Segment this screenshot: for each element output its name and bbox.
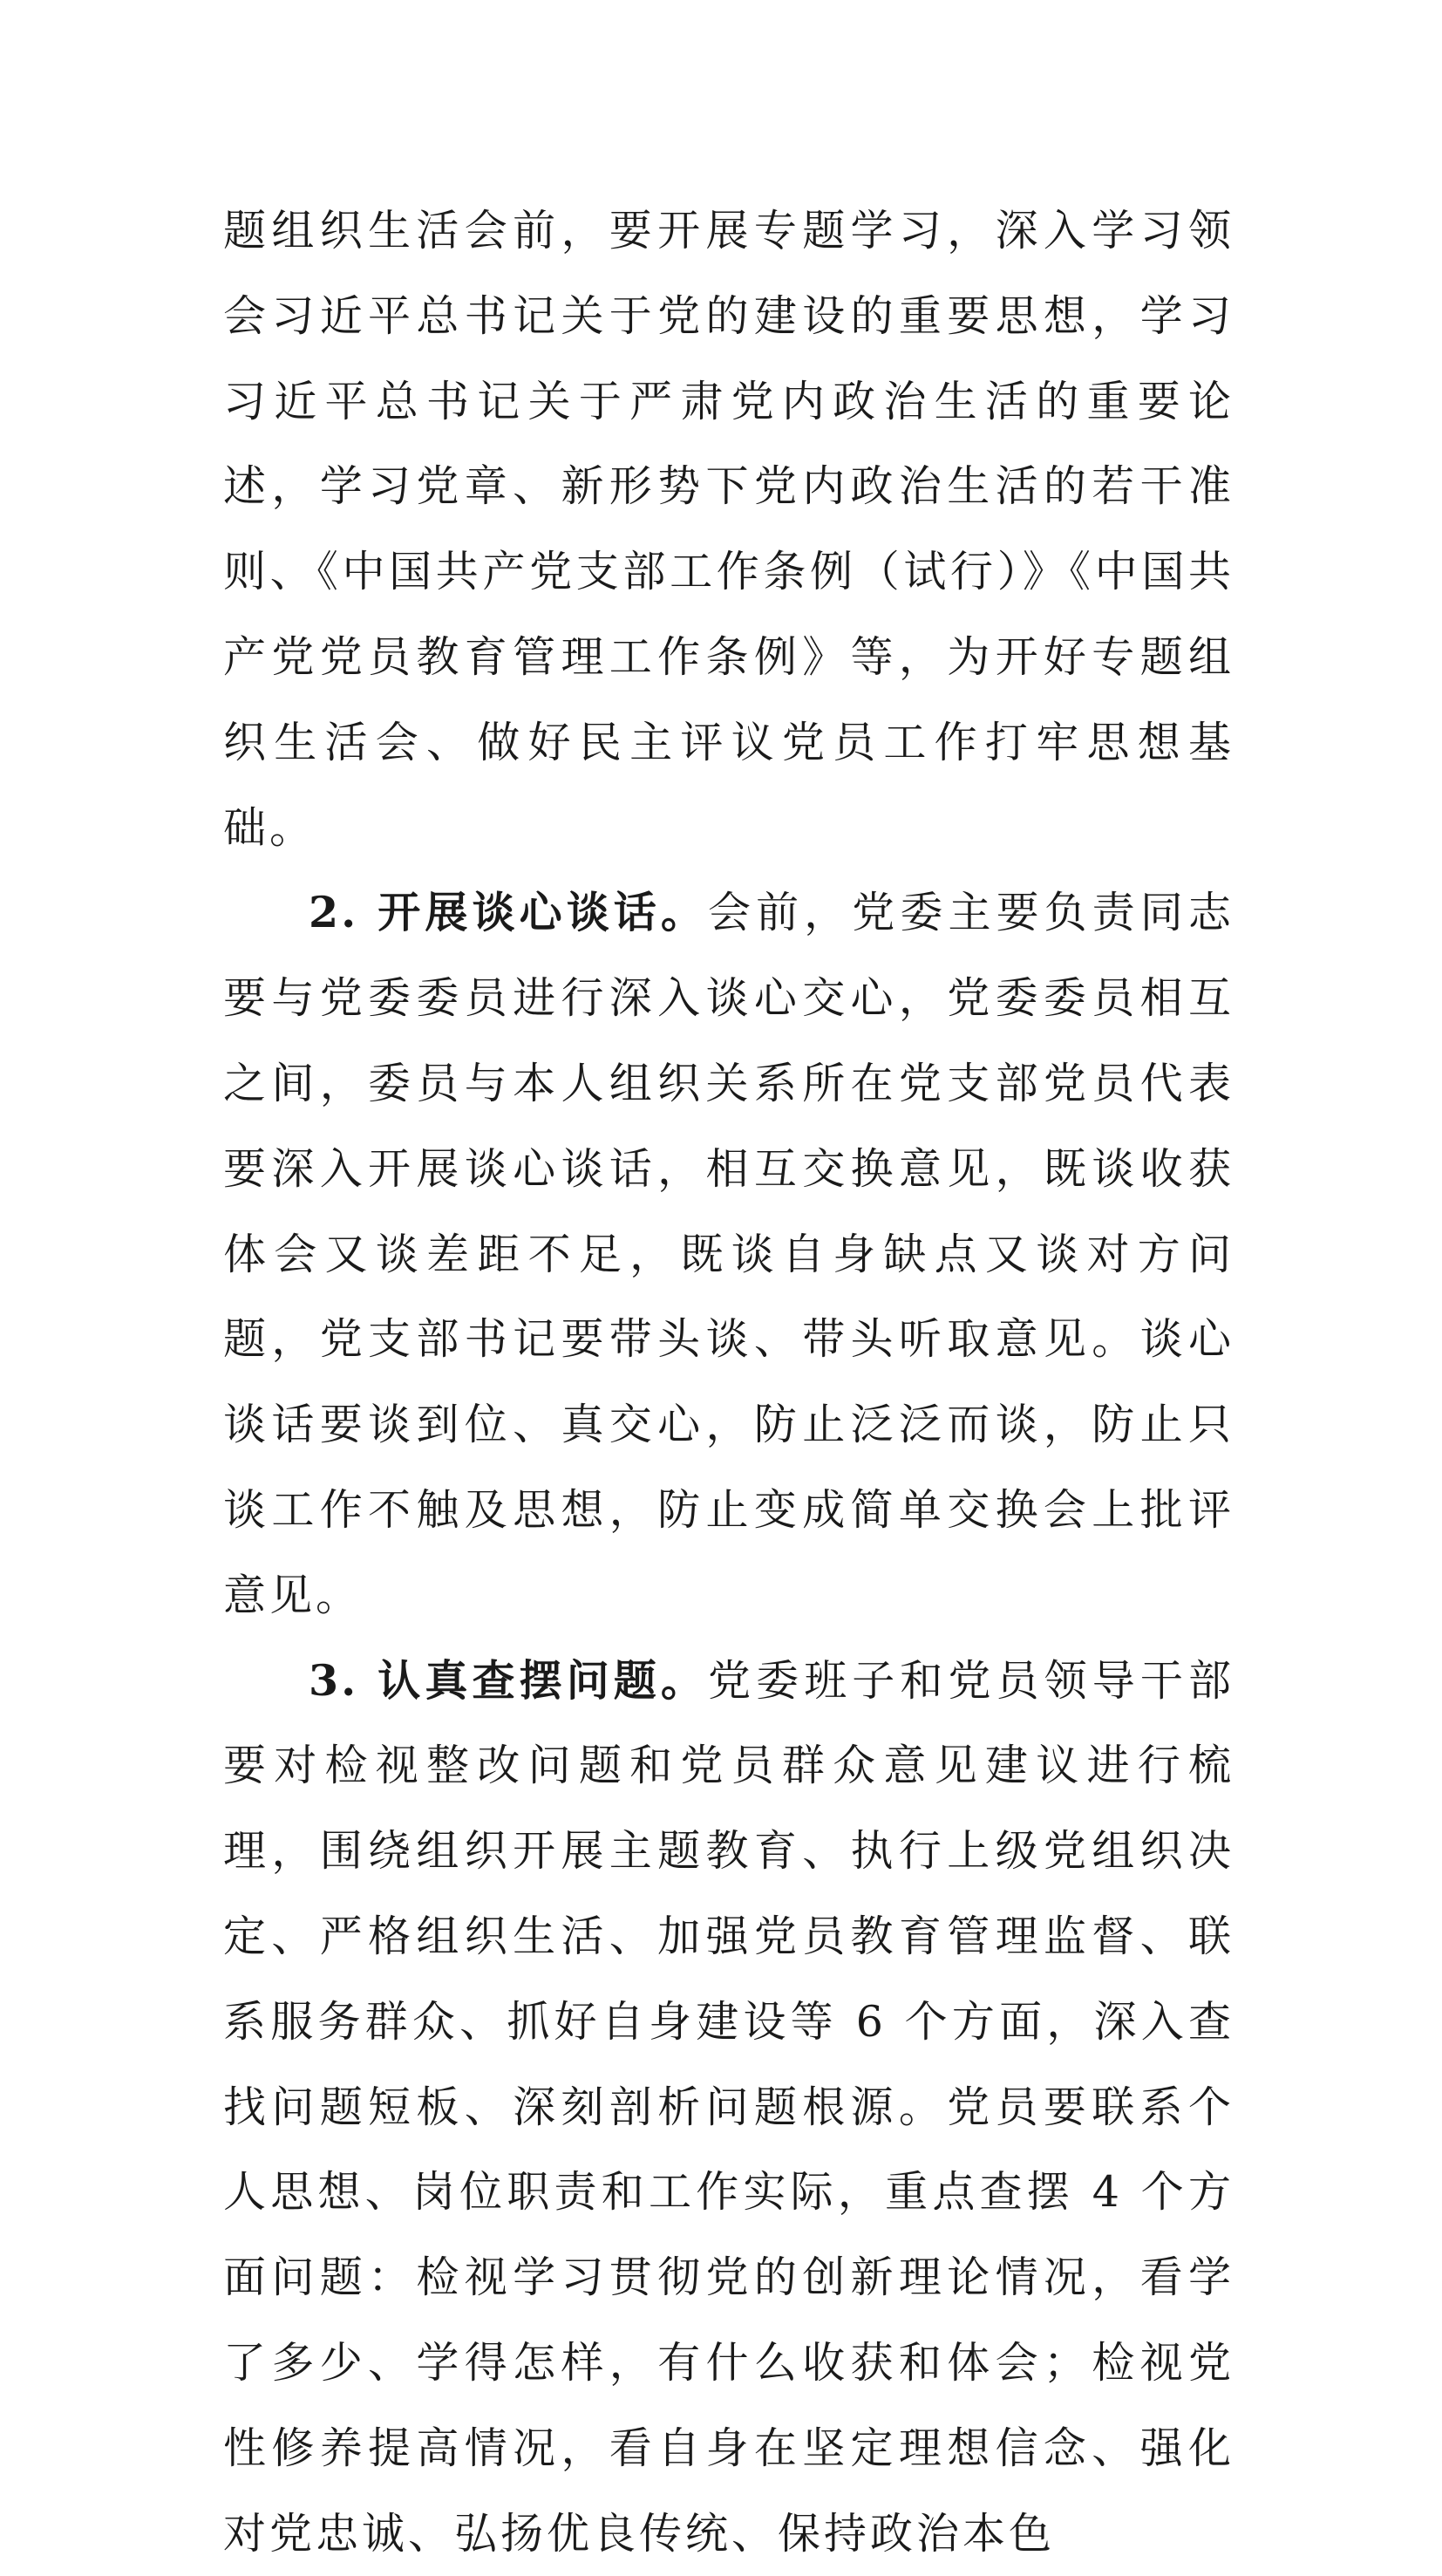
paragraph-find-problems: [223, 1639, 1235, 2576]
paragraph-heart-talk: [223, 870, 1235, 1638]
paragraph-study: [223, 188, 1235, 870]
paragraph-find-problems-heading: 3. 认真查摆问题。: [309, 1654, 708, 1706]
paragraph-study-text: 题组织生活会前，要开展专题学习，深入学习领会习近平总书记关于党的建设的重要思想，学习习近平总书记关于严肃党内政治生活的重要论述，学习党章、新形势下党内政治生活的若干准则、《中国共产党支部工作条例（试行）》《中国共产党党员教育管理工作条例》等，为开好专题组织生活会、做好民主评议党员工作打牢思想基础。: [223, 206, 1235, 853]
paragraph-find-problems-text: 党委班子和党员领导干部要对检视整改问题和党员群众意见建议进行梳理，围绕组织开展主题教育、执行上级党组织决定、严格组织生活、加强党员教育管理监督、联系服务群众、抓好自身建设等 6 个方面，深入查找问题短板、深刻剖析问题根源。党员要联系个人思想、岗位职责和工作实际，重点查摆 4 个方面问题：检视学习贯彻党的创新理论情况，看学了多少、学得怎样，有什么收获和体会；检视党性修养提高情况，看自身在坚定理想信念、强化对党忠诚、弘扬优良传统、保持政治本色: [223, 1655, 1235, 2559]
document-body: [223, 188, 1235, 2576]
paragraph-heart-talk-heading: 2. 开展谈心谈话。: [309, 887, 708, 938]
paragraph-heart-talk-text: 会前，党委主要负责同志要与党委委员进行深入谈心交心，党委委员相互之间，委员与本人组织关系所在党支部党员代表要深入开展谈心谈话，相互交换意见，既谈收获体会又谈差距不足，既谈自身缺点又谈对方问题，党支部书记要带头谈、带头听取意见。谈心谈话要谈到位、真交心，防止泛泛而谈，防止只谈工作不触及思想，防止变成简单交换会上批评意见。: [223, 888, 1235, 1620]
